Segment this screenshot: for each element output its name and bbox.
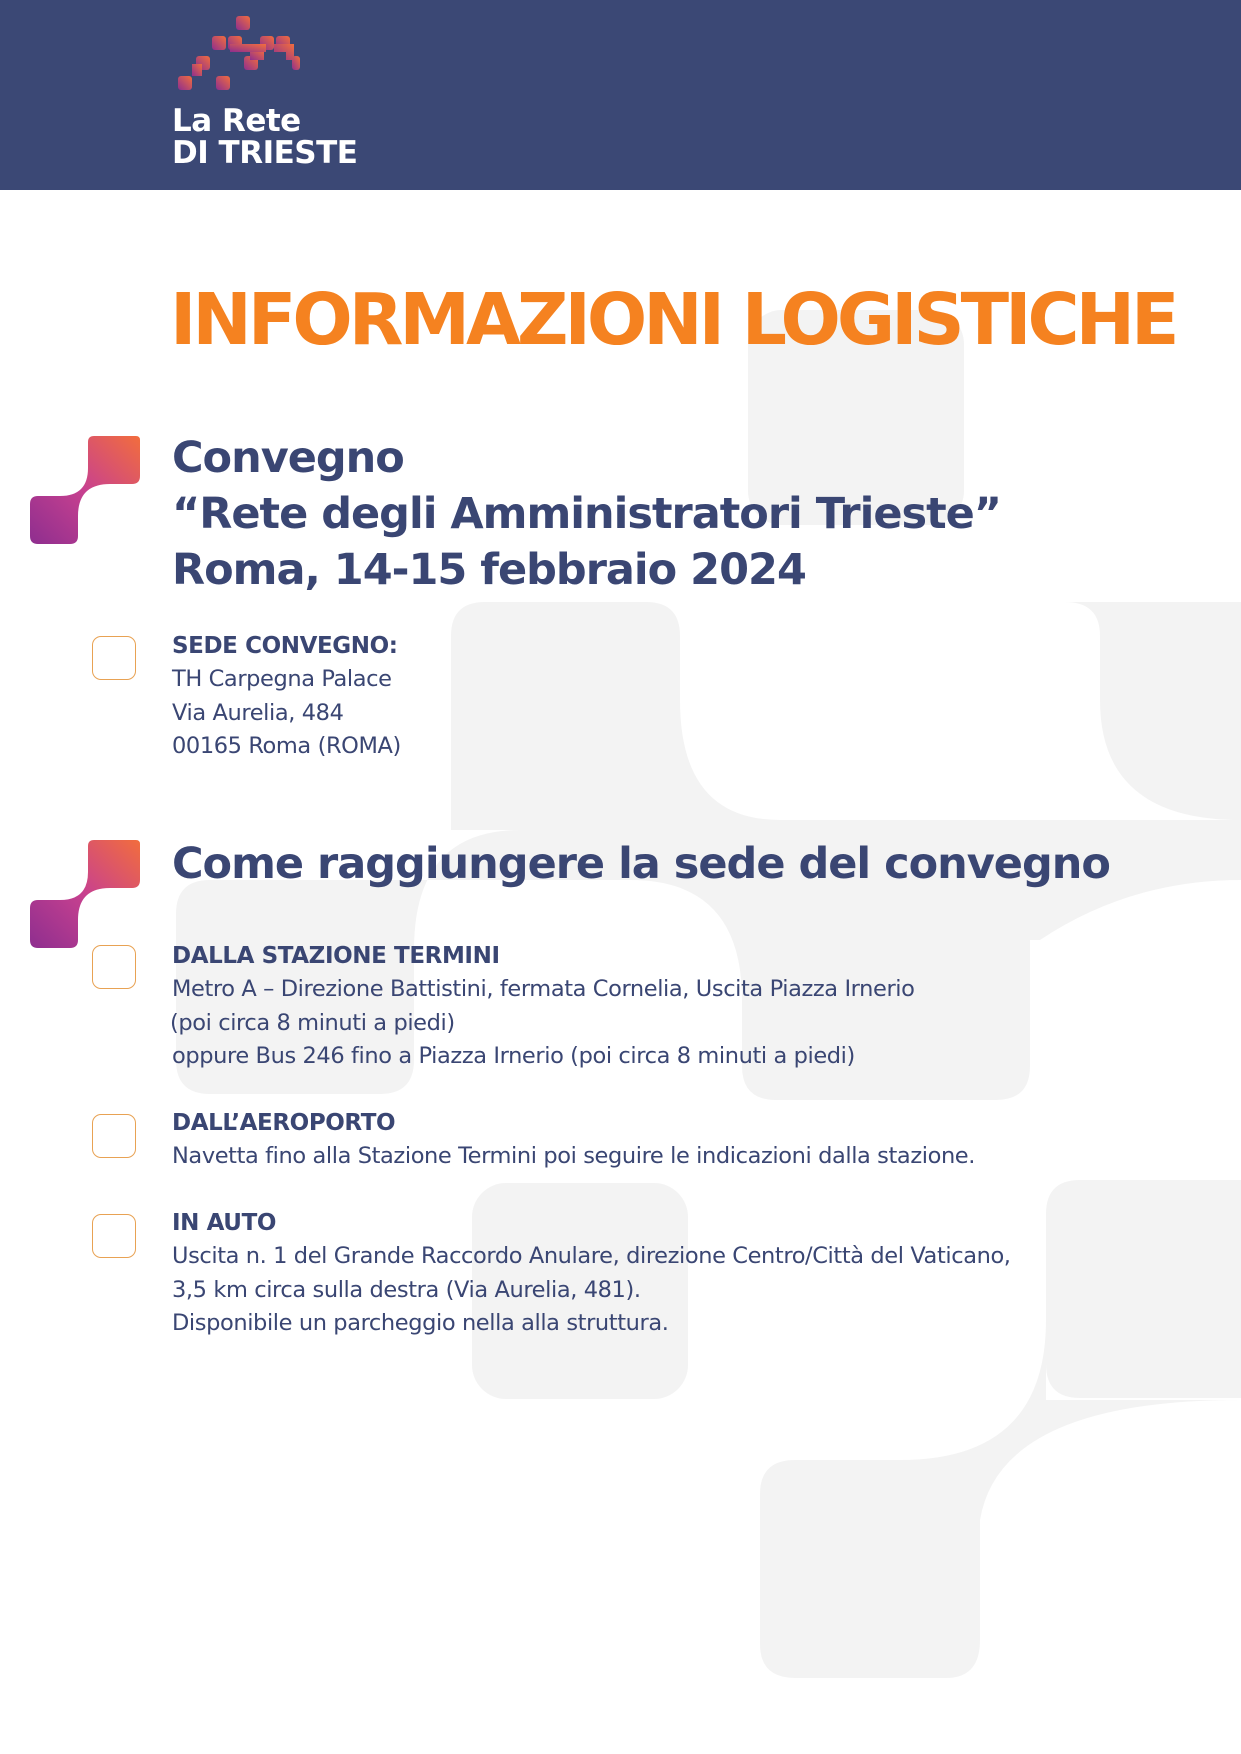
checkbox-stazione[interactable] [92, 945, 136, 989]
sede-line-2: Via Aurelia, 484 [172, 699, 344, 726]
auto-line-2: 3,5 km circa sulla destra (Via Aurelia, 481). [172, 1276, 641, 1303]
page-title: INFORMAZIONI LOGISTICHE [170, 278, 1176, 361]
section-marker-icon [30, 840, 142, 948]
aeroporto-block [172, 1107, 975, 1174]
auto-line-1: Uscita n. 1 del Grande Raccordo Anulare, direzione Centro/Città del Vaticano, [172, 1243, 1011, 1269]
stazione-label: DALLA STAZIONE TERMINI [172, 943, 500, 969]
stazione-line-2: (poi circa 8 minuti a piedi) [170, 1009, 455, 1036]
header-bar [0, 0, 1241, 190]
stazione-line-3: oppure Bus 246 fino a Piazza Irnerio (poi circa 8 minuti a piedi) [172, 1043, 855, 1069]
convegno-heading-line3: Roma, 14-15 febbraio 2024 [172, 545, 806, 595]
auto-block [172, 1207, 1011, 1341]
aeroporto-line-1: Navetta fino alla Stazione Termini poi seguire le indicazioni dalla stazione. [172, 1143, 975, 1169]
logo-text-line1: La Rete [172, 103, 301, 139]
convegno-heading-line1: Convegno [172, 433, 404, 483]
convegno-heading-line2: “Rete degli Amministratori Trieste” [172, 489, 1002, 539]
stazione-line-1: Metro A – Direzione Battistini, fermata Cornelia, Uscita Piazza Irnerio [172, 976, 915, 1002]
logo-mark-icon [170, 14, 300, 100]
sede-label: SEDE CONVEGNO: [172, 633, 398, 659]
stazione-block [172, 940, 915, 1074]
aeroporto-label: DALL’AEROPORTO [172, 1110, 396, 1136]
section-marker-icon [30, 436, 142, 544]
auto-label: IN AUTO [172, 1210, 277, 1236]
checkbox-aeroporto[interactable] [92, 1114, 136, 1158]
auto-line-3: Disponibile un parcheggio nella alla struttura. [172, 1310, 669, 1336]
checkbox-sede[interactable] [92, 636, 136, 680]
convegno-heading [172, 430, 1001, 598]
sede-line-1: TH Carpegna Palace [172, 666, 392, 692]
come-raggiungere-heading: Come raggiungere la sede del convegno [172, 839, 1110, 889]
sede-block [172, 630, 401, 764]
logo-text-line2: DI TRIESTE [172, 135, 358, 171]
logo [170, 14, 358, 174]
sede-line-3: 00165 Roma (ROMA) [172, 733, 401, 759]
checkbox-auto[interactable] [92, 1214, 136, 1258]
